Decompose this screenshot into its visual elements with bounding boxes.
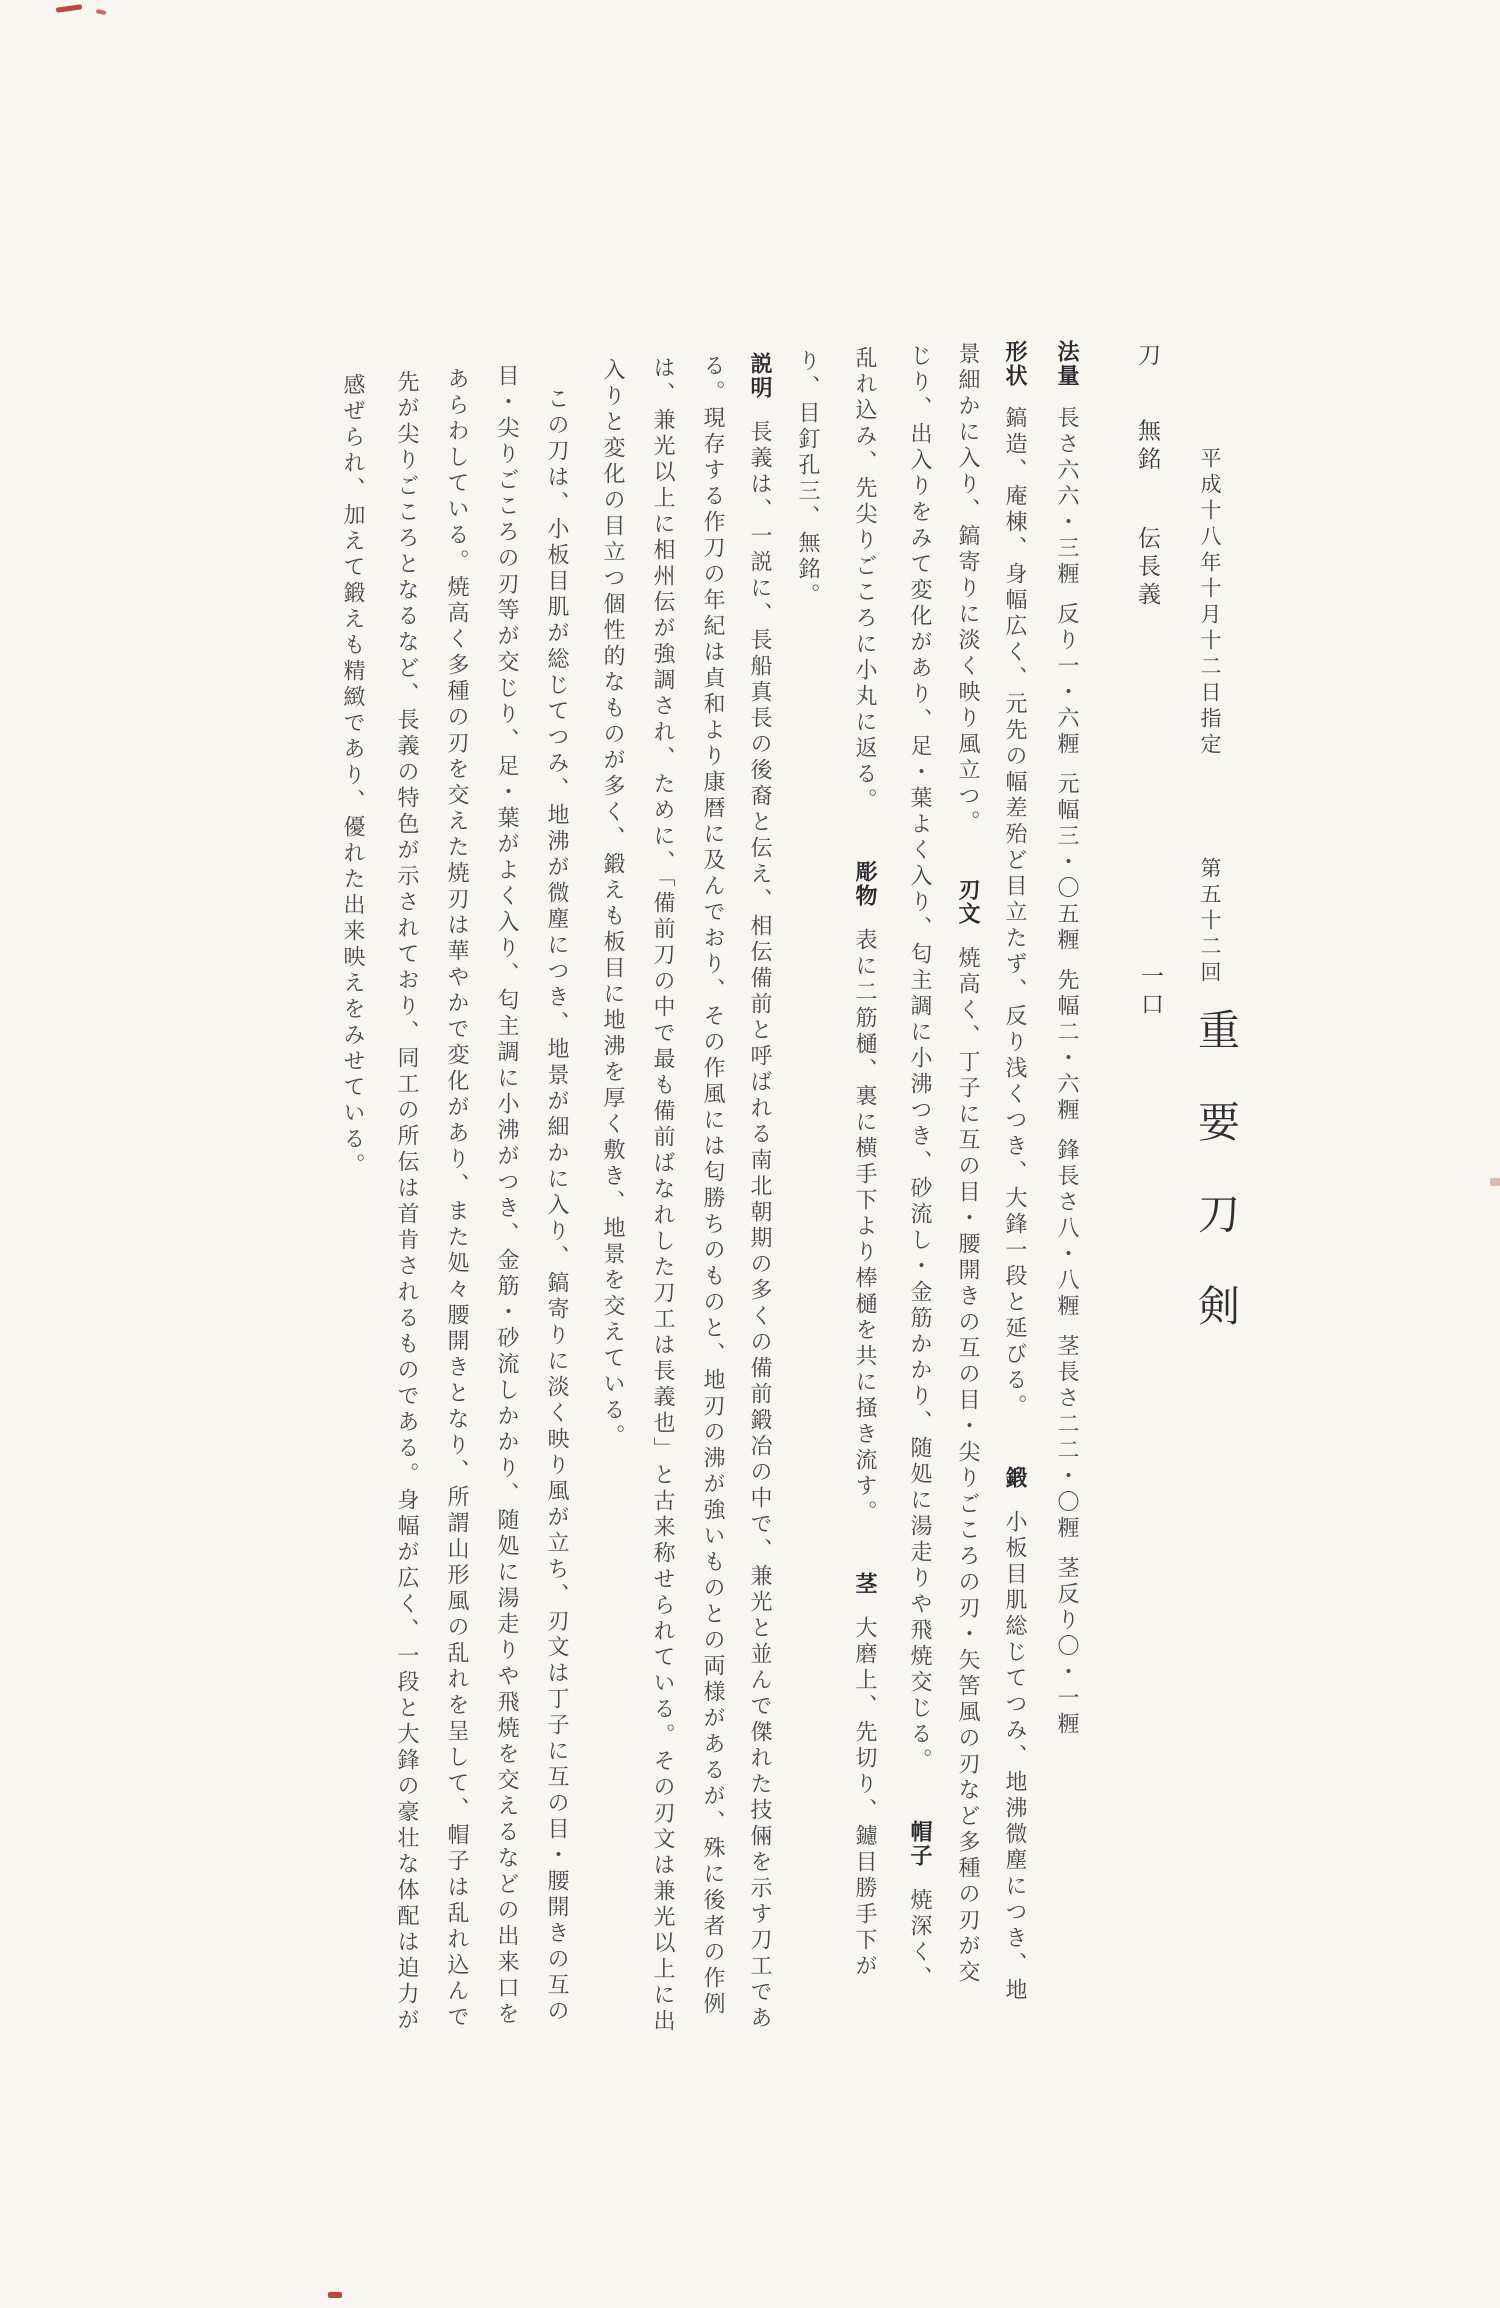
section-heading: 茎 xyxy=(853,1572,878,1596)
sword-type: 刀 xyxy=(1135,343,1160,371)
section-heading: 刃文 xyxy=(956,878,981,926)
column-text: 先幅二・六糎 xyxy=(1055,968,1080,1124)
column-text: は、兼光以上に相州伝が強調され、ために、「備前刀の中で最も備前ばなれした刀工は長義也」と古来称せられている。その刃文は兼光以上に出 xyxy=(651,356,676,2035)
column-text: じり、出入りをみて変化があり、足・葉よく入り、匂主調に小沸つき、砂流し・金筋かかり、随処に湯走りや飛焼交じる。 xyxy=(908,344,933,1774)
exhibition-session: 第五十二回 xyxy=(1198,857,1222,987)
column-text: 茎長さ二二・〇糎 xyxy=(1055,1334,1080,1542)
spacer xyxy=(865,908,866,928)
spacer xyxy=(1067,954,1068,968)
scan-mark xyxy=(56,4,82,13)
column-text: 焼深く、 xyxy=(908,1888,933,1992)
spacer xyxy=(760,400,761,420)
sword-designation xyxy=(1133,343,1161,610)
column-text: 先が尖りごころとなるなど、長義の特色が示されており、同工の所伝は首肯されるものである。身幅が広く、一段と大鋒の豪壮な体配は迫力が xyxy=(395,370,420,2034)
column-text: あらわしている。焼高く多種の刃を交えた焼刃は華やかで変化があり、また処々腰開きとなり、所謂山形風の乱れを呈して、帽子は乱れ込んで xyxy=(445,367,470,2031)
column-text: 長義は、一説に、長船真長の後裔と伝え、相伝備前と呼ばれる南北朝期の多くの備前鍛冶の中で、兼光と並んで傑れた技倆を示す刀工であ xyxy=(748,420,773,2032)
column-text: り、目釘孔三、無銘。 xyxy=(796,349,821,609)
text-column xyxy=(1002,340,1028,2004)
spacer xyxy=(865,1596,866,1616)
spacer xyxy=(1015,388,1016,406)
spacer xyxy=(1067,1320,1068,1334)
text-column xyxy=(394,370,420,2034)
spacer xyxy=(1147,485,1148,515)
document-title: 重要刀剣 xyxy=(1192,1008,1238,1376)
section-heading: 帽子 xyxy=(908,1820,933,1868)
item-count: 一口 xyxy=(1138,964,1163,1020)
column-text: この刀は、小板目肌が総じてつみ、地沸が微塵につき、地景が細かに入り、鎬寄りに淡く映り風が立ち、刃文は丁子に互の目・腰開きの互の xyxy=(545,361,570,2025)
column-text: 景細かに入り、鎬寄りに淡く映り風立つ。 xyxy=(956,342,981,836)
sword-attribution: 伝長義 xyxy=(1135,526,1160,610)
spacer xyxy=(920,1868,921,1888)
spacer xyxy=(1015,1420,1016,1466)
column-text: 小板目肌総じてつみ、地沸微塵につき、地 xyxy=(1003,1510,1028,2004)
text-column xyxy=(747,352,773,2032)
text-column xyxy=(494,364,520,2028)
text-column xyxy=(340,373,366,1179)
designation-date: 平成十八年十月十二日指定 xyxy=(1198,447,1222,759)
spacer xyxy=(865,1526,866,1572)
spacer xyxy=(1067,758,1068,772)
spacer xyxy=(1015,1490,1016,1510)
section-heading: 鍛 xyxy=(1003,1466,1028,1490)
column-text: 目・尖りごころの刃等が交じり、足・葉がよく入り、匂主調に小沸がつき、金筋・砂流しかかり、随処に湯走りや飛焼を交えるなどの出来口を xyxy=(495,364,520,2028)
section-heading: 彫物 xyxy=(853,860,878,908)
section-heading: 説明 xyxy=(748,352,773,400)
text-column xyxy=(1054,340,1080,1738)
column-text: る。現存する作刀の年紀は貞和より康暦に及んでおり、その作風には匂勝ちのものと、地刃の沸が強いものとの両様があるが、殊に後者の作例 xyxy=(701,354,726,2018)
spacer xyxy=(1067,588,1068,602)
text-column xyxy=(650,356,676,2035)
column-text: 感ぜられ、加えて鍛えも精緻であり、優れた出来映えをみせている。 xyxy=(341,373,366,1179)
column-text: 焼高く、丁子に互の目・腰開きの互の目・尖りごころの刃・矢筈風の刃など多種の刃が交 xyxy=(956,946,981,1986)
column-text: 鋒長さ八・八糎 xyxy=(1055,1138,1080,1320)
spacer xyxy=(865,814,866,860)
sword-signature: 無銘 xyxy=(1135,418,1160,475)
column-text: 入りと変化の目立つ個性的なものが多く、鍛えも板目に地沸を厚く敷き、地景を交えている。 xyxy=(601,358,626,1450)
text-column xyxy=(795,349,821,609)
spacer xyxy=(1067,388,1068,406)
spacer xyxy=(968,836,969,878)
scan-mark xyxy=(96,9,107,15)
column-text: 茎反り〇・一糎 xyxy=(1055,1556,1080,1738)
section-heading: 法量 xyxy=(1055,340,1080,388)
column-text: 大磨上、先切り、鑢目勝手下が xyxy=(853,1616,878,1980)
column-text: 表に二筋樋、裏に横手下より棒樋を共に掻き流す。 xyxy=(853,928,878,1526)
spacer xyxy=(968,926,969,946)
spacer xyxy=(1147,382,1148,408)
text-column xyxy=(907,344,933,1992)
text-column xyxy=(955,342,981,1986)
column-text: 乱れ込み、先尖りごころに小丸に返る。 xyxy=(853,346,878,814)
text-column xyxy=(852,346,878,1980)
scan-mark xyxy=(328,2292,342,2298)
text-column xyxy=(544,361,570,2025)
column-text: 反り一・六糎 xyxy=(1055,602,1080,758)
scan-mark xyxy=(1490,1178,1500,1186)
spacer xyxy=(920,1774,921,1820)
spacer xyxy=(1067,1542,1068,1556)
column-text: 長さ六六・三糎 xyxy=(1055,406,1080,588)
section-heading: 形状 xyxy=(1003,340,1028,388)
column-text: 鎬造、庵棟、身幅広く、元先の幅差殆ど目立たず、反り浅くつき、大鋒一段と延びる。 xyxy=(1003,406,1028,1420)
spacer xyxy=(1067,1124,1068,1138)
text-column xyxy=(444,367,470,2031)
text-column xyxy=(600,358,626,1450)
column-text: 元幅三・〇五糎 xyxy=(1055,772,1080,954)
text-column xyxy=(700,354,726,2018)
